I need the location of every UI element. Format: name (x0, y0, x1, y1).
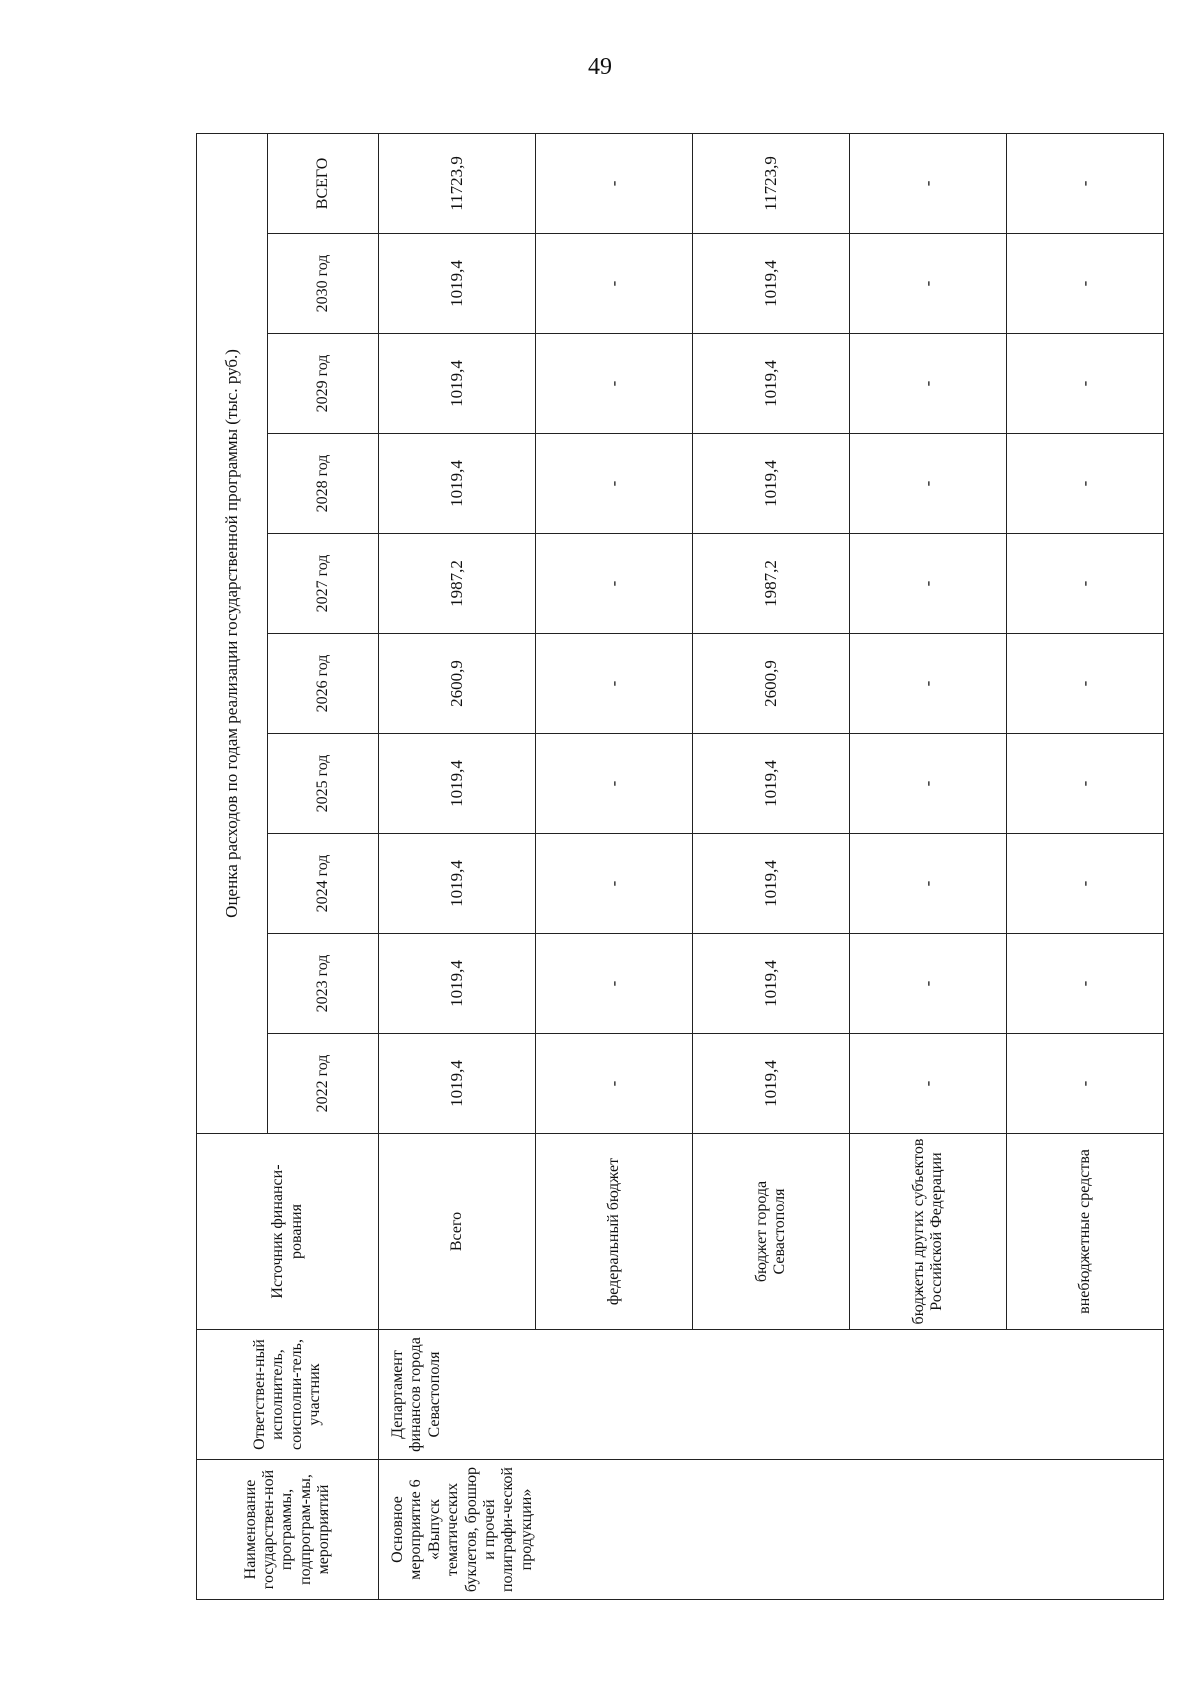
cell-value: - (850, 534, 1007, 634)
cell-value: - (536, 234, 693, 334)
header-source: Источник финанси-рования (197, 1134, 379, 1330)
rotated-table-container (196, 134, 1124, 1600)
cell-value: - (536, 1034, 693, 1134)
cell-value: - (1007, 534, 1164, 634)
header-year: 2023 год (268, 934, 379, 1034)
cell-total: 11723,9 (693, 133, 850, 233)
cell-value: 1019,4 (693, 734, 850, 834)
page-number: 49 (588, 54, 612, 80)
cell-value: 1019,4 (693, 334, 850, 434)
cell-total: - (536, 133, 693, 233)
cell-value: 1019,4 (693, 1034, 850, 1134)
row-source: Всего (379, 1134, 536, 1330)
cell-value: - (850, 1034, 1007, 1134)
cell-value: 1019,4 (379, 334, 536, 434)
cell-value: - (536, 634, 693, 734)
cell-total: 11723,9 (379, 133, 536, 233)
cell-value: - (1007, 1034, 1164, 1134)
cell-value: - (1007, 434, 1164, 534)
cell-value: 1019,4 (379, 434, 536, 534)
cell-value: - (536, 834, 693, 934)
cell-value: 1019,4 (379, 1034, 536, 1134)
activity-executor: Департамент финансов города Севастополя (379, 1330, 1164, 1460)
cell-value: - (850, 734, 1007, 834)
header-year: 2025 год (268, 734, 379, 834)
cell-value: - (536, 534, 693, 634)
header-name: Наименование государствен-ной программы, подпрограм-мы, мероприятий (197, 1460, 379, 1600)
row-source: бюджеты других субъектов Российской Федерации (850, 1134, 1007, 1330)
header-executor: Ответствен-ный исполнитель, соисполни-тель, участник (197, 1330, 379, 1460)
cell-value: - (850, 934, 1007, 1034)
cell-value: - (850, 234, 1007, 334)
cell-value: - (1007, 934, 1164, 1034)
cell-value: 1987,2 (379, 534, 536, 634)
cell-value: 2600,9 (693, 634, 850, 734)
cell-value: - (536, 334, 693, 434)
header-estimate: Оценка расходов по годам реализации государственной программы (тыс. руб.) (197, 133, 268, 1133)
cell-value: - (1007, 634, 1164, 734)
cell-value: - (1007, 834, 1164, 934)
cell-value: - (850, 334, 1007, 434)
row-source: бюджет города Севастополя (693, 1134, 850, 1330)
cell-value: 1019,4 (693, 934, 850, 1034)
header-year: 2029 год (268, 334, 379, 434)
header-year: 2022 год (268, 1034, 379, 1134)
cell-value: 2600,9 (379, 634, 536, 734)
header-year: 2027 год (268, 534, 379, 634)
cell-total: - (1007, 133, 1164, 233)
cell-value: - (1007, 234, 1164, 334)
header-year: 2024 год (268, 834, 379, 934)
cell-value: - (536, 734, 693, 834)
cell-value: 1987,2 (693, 534, 850, 634)
row-source: федеральный бюджет (536, 1134, 693, 1330)
cell-value: 1019,4 (379, 834, 536, 934)
cell-value: 1019,4 (379, 734, 536, 834)
cell-value: - (850, 834, 1007, 934)
row-source: внебюджетные средства (1007, 1134, 1164, 1330)
cell-value: - (1007, 334, 1164, 434)
header-total: ВСЕГО (268, 133, 379, 233)
table-row (379, 133, 536, 1599)
header-year: 2030 год (268, 234, 379, 334)
cell-value: 1019,4 (693, 434, 850, 534)
header-year: 2026 год (268, 634, 379, 734)
cell-value: 1019,4 (379, 234, 536, 334)
cell-value: 1019,4 (693, 834, 850, 934)
cell-value: - (850, 634, 1007, 734)
header-year: 2028 год (268, 434, 379, 534)
cell-total: - (850, 133, 1007, 233)
expenditure-table (196, 133, 1164, 1600)
cell-value: - (536, 434, 693, 534)
activity-name: Основное мероприятие 6 «Выпуск тематических буклетов, брошюр и прочей полиграфи-ческой продукции» (379, 1460, 1164, 1600)
cell-value: 1019,4 (379, 934, 536, 1034)
cell-value: - (536, 934, 693, 1034)
cell-value: - (850, 434, 1007, 534)
cell-value: 1019,4 (693, 234, 850, 334)
cell-value: - (1007, 734, 1164, 834)
